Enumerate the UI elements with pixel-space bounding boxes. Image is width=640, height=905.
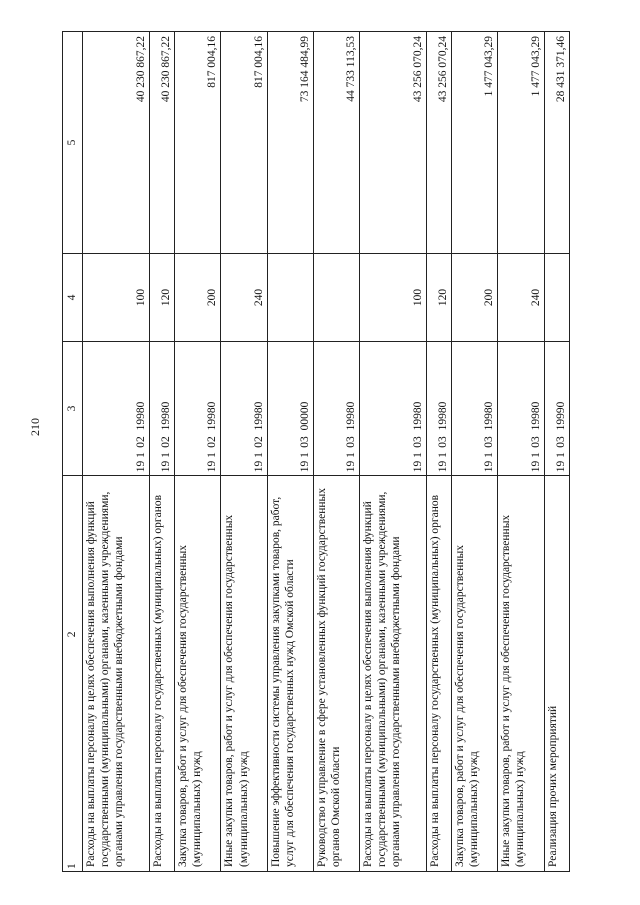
code-program: 19	[344, 460, 357, 473]
code-subprogram: 1	[437, 452, 450, 458]
code-direction: 19980	[483, 401, 496, 431]
header-row	[63, 32, 83, 872]
row-code	[426, 342, 451, 476]
table-row	[498, 32, 544, 872]
rotated-table-wrapper	[62, 32, 570, 872]
code-subprogram: 1	[160, 452, 173, 458]
table-row	[359, 32, 426, 872]
row-code	[452, 342, 498, 476]
table-row	[426, 32, 451, 872]
row-amount: 817 004,16	[175, 32, 221, 254]
row-expense-type: 240	[498, 254, 544, 342]
table-row	[83, 32, 150, 872]
table-row	[313, 32, 359, 872]
row-code	[221, 342, 267, 476]
row-name: Руководство и управление в сфере установленных функций государственных органов Омской области	[313, 476, 359, 872]
code-direction: 19980	[135, 401, 147, 431]
row-expense-type	[544, 254, 569, 342]
code-subprogram: 1	[206, 452, 219, 458]
row-amount: 1 477 043,29	[452, 32, 498, 254]
code-event: 03	[483, 436, 496, 448]
row-expense-type: 200	[175, 254, 221, 342]
code-subprogram: 1	[135, 452, 147, 458]
code-direction: 19980	[160, 401, 173, 431]
header-col-1	[63, 476, 83, 872]
code-subprogram: 1	[529, 452, 542, 458]
header-col-3: 3	[63, 342, 83, 476]
row-name: Закупка товаров, работ и услуг для обеспечения государственных (муниципальных) нужд	[452, 476, 498, 872]
code-event: 02	[206, 436, 219, 448]
row-name: Расходы на выплаты персоналу государственных (муниципальных) органов	[150, 476, 175, 872]
code-event: 02	[135, 436, 147, 448]
row-code	[267, 342, 313, 476]
row-code	[313, 342, 359, 476]
row-name: Расходы на выплаты персоналу в целях обеспечения выполнения функций государственными (муниципальными) органами, казенными учреждениями, органами управления государственными внебюджетными фондами	[83, 476, 150, 872]
row-code	[498, 342, 544, 476]
header-col-5: 5	[63, 32, 83, 254]
header-col-4: 4	[63, 254, 83, 342]
row-expense-type: 240	[221, 254, 267, 342]
table-row	[452, 32, 498, 872]
row-expense-type	[267, 254, 313, 342]
code-program: 19	[483, 460, 496, 473]
row-amount: 817 004,16	[221, 32, 267, 254]
row-name: Расходы на выплаты персоналу в целях обеспечения выполнения функций государственными (муниципальными) органами, казенными учреждениями, органами управления государственными внебюджетными фондами	[359, 476, 426, 872]
header-col-1-label: 1	[66, 863, 79, 869]
row-name: Повышение эффективности системы управления закупками товаров, работ, услуг для обеспечения государственных нужд Омской области	[267, 476, 313, 872]
row-amount: 40 230 867,22	[150, 32, 175, 254]
code-program: 19	[160, 460, 173, 473]
row-amount: 1 477 043,29	[498, 32, 544, 254]
row-amount: 73 164 484,99	[267, 32, 313, 254]
row-amount: 28 431 371,46	[544, 32, 569, 254]
row-expense-type: 100	[359, 254, 426, 342]
page-number: 210	[28, 418, 42, 436]
code-subprogram: 1	[298, 452, 311, 458]
code-event: 02	[252, 436, 265, 448]
code-subprogram: 1	[483, 452, 496, 458]
code-program: 19	[298, 460, 311, 473]
code-program: 19	[554, 460, 567, 473]
row-expense-type: 120	[426, 254, 451, 342]
code-program: 19	[437, 460, 450, 473]
code-subprogram: 1	[411, 452, 424, 458]
row-expense-type: 120	[150, 254, 175, 342]
code-direction: 19980	[252, 401, 265, 431]
code-direction: 19990	[554, 401, 567, 431]
code-subprogram: 1	[344, 452, 357, 458]
table-row	[267, 32, 313, 872]
row-name: Закупка товаров, работ и услуг для обеспечения государственных (муниципальных) нужд	[175, 476, 221, 872]
row-name: Иные закупки товаров, работ и услуг для обеспечения государственных (муниципальных) нужд	[221, 476, 267, 872]
row-amount: 40 230 867,22	[83, 32, 150, 254]
header-col-2-label: 2	[66, 631, 79, 638]
code-program: 19	[529, 460, 542, 473]
code-subprogram: 1	[252, 452, 265, 458]
budget-table	[62, 31, 570, 872]
code-event: 03	[344, 436, 357, 448]
row-code	[175, 342, 221, 476]
code-direction: 00000	[298, 401, 311, 431]
code-program: 19	[206, 460, 219, 473]
code-event: 03	[554, 436, 567, 448]
code-event: 03	[298, 436, 311, 448]
row-name: Расходы на выплаты персоналу государственных (муниципальных) органов	[426, 476, 451, 872]
table-row	[175, 32, 221, 872]
code-program: 19	[411, 460, 424, 473]
code-event: 03	[437, 436, 450, 448]
code-direction: 19980	[206, 401, 219, 431]
row-expense-type	[313, 254, 359, 342]
code-direction: 19980	[437, 401, 450, 431]
row-code	[83, 342, 150, 476]
row-code	[359, 342, 426, 476]
table-row	[221, 32, 267, 872]
code-subprogram: 1	[554, 452, 567, 458]
row-expense-type: 200	[452, 254, 498, 342]
code-direction: 19980	[344, 401, 357, 431]
code-direction: 19980	[529, 401, 542, 431]
table-row	[544, 32, 569, 872]
row-amount: 43 256 070,24	[426, 32, 451, 254]
row-code	[150, 342, 175, 476]
row-code	[544, 342, 569, 476]
row-name: Реализация прочих мероприятий	[544, 476, 569, 872]
row-expense-type: 100	[83, 254, 150, 342]
code-event: 02	[160, 436, 173, 448]
row-name: Иные закупки товаров, работ и услуг для обеспечения государственных (муниципальных) нужд	[498, 476, 544, 872]
code-direction: 19980	[411, 401, 424, 431]
table-body	[63, 32, 570, 872]
row-amount: 44 733 113,53	[313, 32, 359, 254]
code-event: 03	[529, 436, 542, 448]
code-program: 19	[252, 460, 265, 473]
code-program: 19	[135, 460, 147, 473]
code-event: 03	[411, 436, 424, 448]
table-row	[150, 32, 175, 872]
row-amount: 43 256 070,24	[359, 32, 426, 254]
